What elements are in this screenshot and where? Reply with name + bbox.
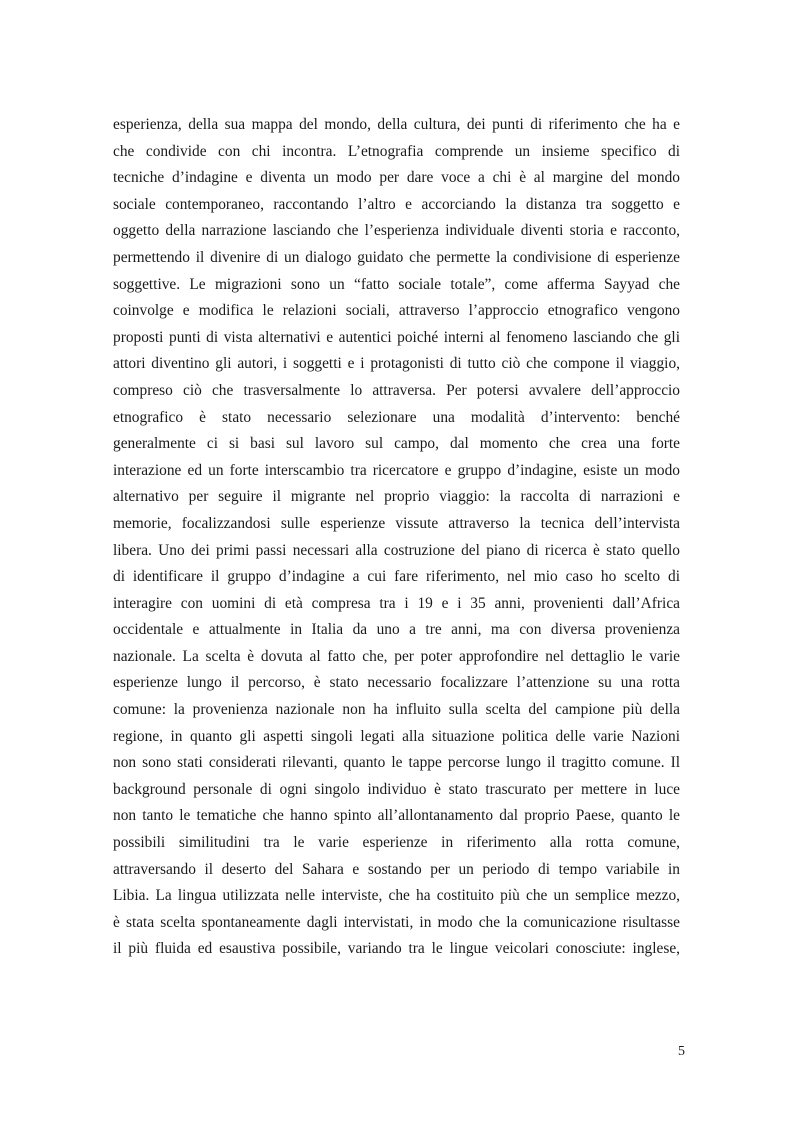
- page-number: 5: [678, 1044, 685, 1059]
- text-line: Libia. La lingua utilizzata nelle interviste, che ha costituito più che un semplice mezzo,: [113, 887, 680, 905]
- text-line: alternativo per seguire il migrante nel proprio viaggio: la raccolta di narrazioni e: [113, 488, 680, 506]
- text-line: possibili similitudini tra le varie esperienze in riferimento alla rotta comune,: [113, 834, 680, 852]
- text-line: esperienze lungo il percorso, è stato necessario focalizzare l’attenzione su una rotta: [113, 674, 680, 692]
- text-line: esperienza, della sua mappa del mondo, della cultura, dei punti di riferimento che ha e: [113, 116, 680, 133]
- text-line: soggettive. Le migrazioni sono un “fatto sociale totale”, come afferma Sayyad che: [113, 275, 680, 293]
- text-line: generalmente ci si basi sul lavoro sul campo, dal momento che crea una forte: [113, 435, 680, 453]
- text-line: libera. Uno dei primi passi necessari alla costruzione del piano di ricerca è stato quello: [113, 541, 680, 559]
- text-line: compreso ciò che trasversalmente lo attraversa. Per potersi avvalere dell’approccio: [113, 381, 680, 399]
- text-line: di identificare il gruppo d’indagine a cui fare riferimento, nel mio caso ho scelto di: [113, 568, 680, 586]
- text-line: attraversando il deserto del Sahara e sostando per un periodo di tempo variabile in: [113, 860, 680, 878]
- text-line: permettendo il divenire di un dialogo guidato che permette la condivisione di esperienze: [113, 248, 680, 266]
- text-line: occidentale e attualmente in Italia da uno a tre anni, ma con diversa provenienza: [113, 621, 680, 639]
- text-line: nazionale. La scelta è dovuta al fatto che, per poter approfondire nel dettaglio le varie: [113, 647, 680, 665]
- body-paragraph: [113, 112, 680, 963]
- text-line: coinvolge e modifica le relazioni sociali, attraverso l’approccio etnografico vengono: [113, 302, 680, 320]
- text-line: tecniche d’indagine e diventa un modo per dare voce a chi è al margine del mondo: [113, 169, 680, 187]
- text-line: non tanto le tematiche che hanno spinto all’allontanamento dal proprio Paese, quanto le: [113, 807, 680, 825]
- text-line: che condivide con chi incontra. L’etnografia comprende un insieme specifico di: [113, 142, 680, 160]
- text-line: sociale contemporaneo, raccontando l’altro e accorciando la distanza tra soggetto e: [113, 195, 680, 213]
- text-line: interazione ed un forte interscambio tra ricercatore e gruppo d’indagine, esiste un modo: [113, 461, 680, 479]
- text-line: interagire con uomini di età compresa tra i 19 e i 35 anni, provenienti dall’Africa: [113, 594, 680, 612]
- text-line: oggetto della narrazione lasciando che l’esperienza individuale diventi storia e racconto,: [113, 222, 680, 240]
- text-line: non sono stati considerati rilevanti, quanto le tappe percorse lungo il tragitto comune. Il: [113, 754, 680, 772]
- text-line: proposti punti di vista alternativi e autentici poiché interni al fenomeno lasciando che gli: [113, 328, 680, 346]
- text-line: è stata scelta spontaneamente dagli intervistati, in modo che la comunicazione risultasse: [113, 913, 680, 931]
- text-line: memorie, focalizzandosi sulle esperienze vissute attraverso la tecnica dell’intervista: [113, 514, 680, 532]
- text-line: background personale di ogni singolo individuo è stato trascurato per mettere in luce: [113, 780, 680, 798]
- text-line: attori diventino gli autori, i soggetti e i protagonisti di tutto ciò che compone il viaggio,: [113, 355, 680, 373]
- text-line: comune: la provenienza nazionale non ha influito sulla scelta del campione più della: [113, 701, 680, 719]
- text-line: regione, in quanto gli aspetti singoli legati alla situazione politica delle varie Nazioni: [113, 727, 680, 745]
- text-line: etnografico è stato necessario selezionare una modalità d’intervento: benché: [113, 408, 680, 426]
- text-line: il più fluida ed esaustiva possibile, variando tra le lingue veicolari conosciute: inglese,: [113, 940, 680, 958]
